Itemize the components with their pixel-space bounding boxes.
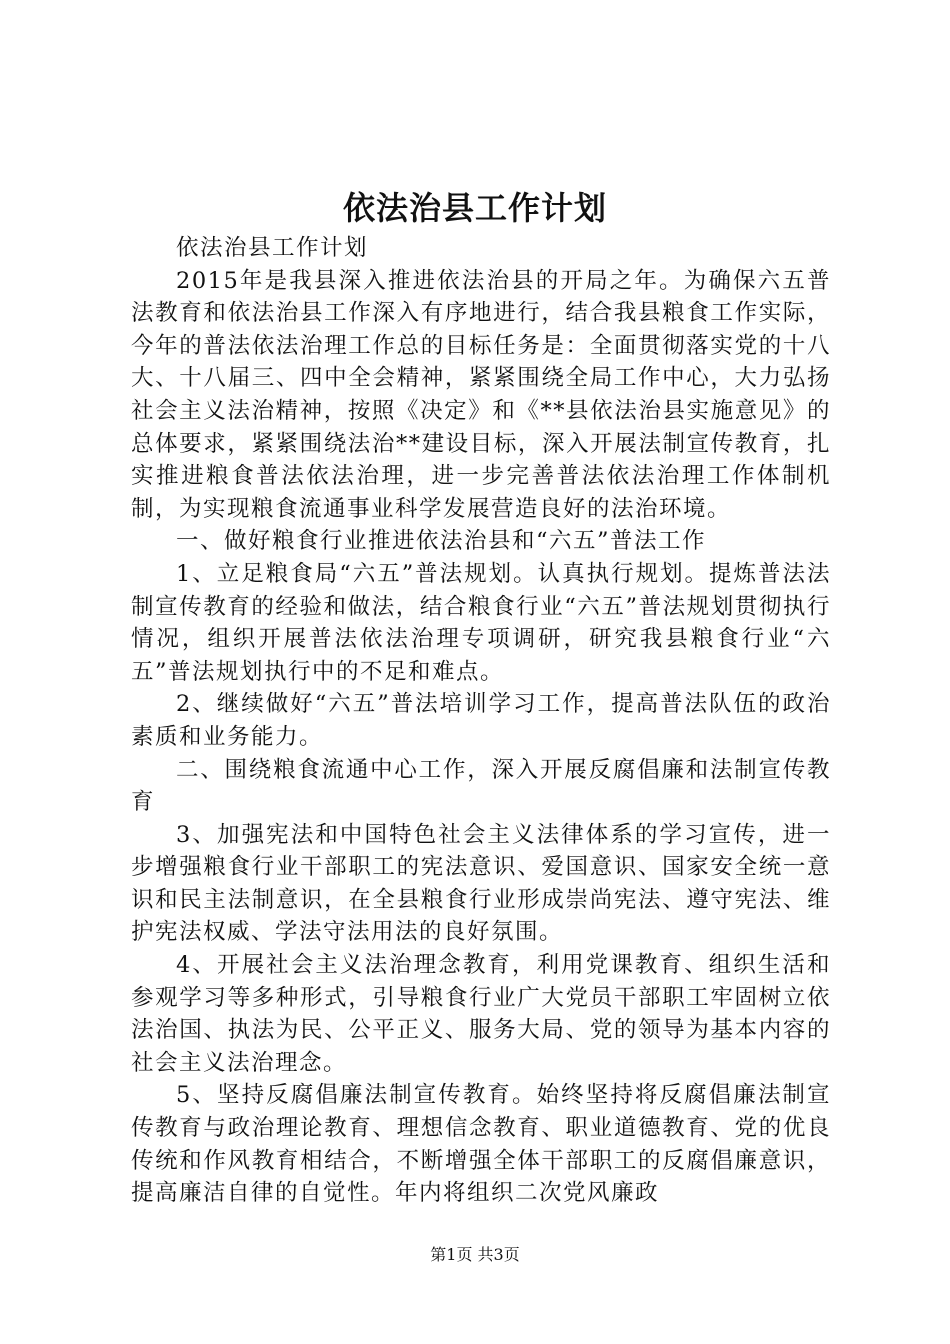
paragraph-subtitle: 依法治县工作计划 (176, 235, 369, 261)
document-title: 依法治县工作计划 (342, 189, 607, 227)
paragraph-item-2: 2、继续做好“六五”普法培训学习工作，提高普法队伍的政治素质和业务能力。 (131, 691, 831, 750)
section-heading-1: 一、做好粮食行业推进依法治县和“六五”普法工作 (176, 528, 707, 555)
section-heading-2: 二、围绕粮食流通中心工作，深入开展反腐倡廉和法制宣传教育 (131, 756, 831, 816)
document-body (131, 232, 831, 1210)
paragraph-item-4: 4、开展社会主义法治理念教育，利用党课教育、组织生活和参观学习等多种形式，引导粮食行业广大党员干部职工牢固树立依法治国、执法为民、公平正义、服务大局、党的领导为基本内容的社会主义法治理念。 (131, 952, 831, 1076)
paragraph-item-5: 5、坚持反腐倡廉法制宣传教育。始终坚持将反腐倡廉法制宣传教育与政治理论教育、理想信念教育、职业道德教育、党的优良传统和作风教育相结合，不断增强全体干部职工的反腐倡廉意识，提高廉洁自律的自觉性。年内将组织二次党风廉政 (131, 1082, 831, 1207)
page-number-footer: 第1页 共3页 (430, 1245, 520, 1264)
paragraph-intro: 2015年是我县深入推进依法治县的开局之年。为确保六五普法教育和依法治县工作深入有序地进行，结合我县粮食工作实际，今年的普法依法治理工作总的目标任务是：全面贯彻落实党的十八大、十八届三、四中全会精神，紧紧围绕全局工作中心，大力弘扬社会主义法治精神，按照《决定》和《**县依法治县实施意见》的总体要求，紧紧围绕法治**建设目标，深入开展法制宣传教育，扎实推进粮食普法依法治理，进一步完善普法依法治理工作体制机制，为实现粮食流通事业科学发展营造良好的法治环境。 (131, 267, 831, 522)
paragraph-item-1: 1、立足粮食局“六五”普法规划。认真执行规划。提炼普法法制宣传教育的经验和做法，结合粮食行业“六五”普法规划贯彻执行情况，组织开展普法依法治理专项调研，研究我县粮食行业“六五”普法规划执行中的不足和难点。 (131, 560, 831, 685)
paragraph-item-3: 3、加强宪法和中国特色社会主义法律体系的学习宣传，进一步增强粮食行业干部职工的宪法意识、爱国意识、国家安全统一意识和民主法制意识，在全县粮食行业形成崇尚宪法、遵守宪法、维护宪法权威、学法守法用法的良好氛围。 (131, 821, 831, 946)
